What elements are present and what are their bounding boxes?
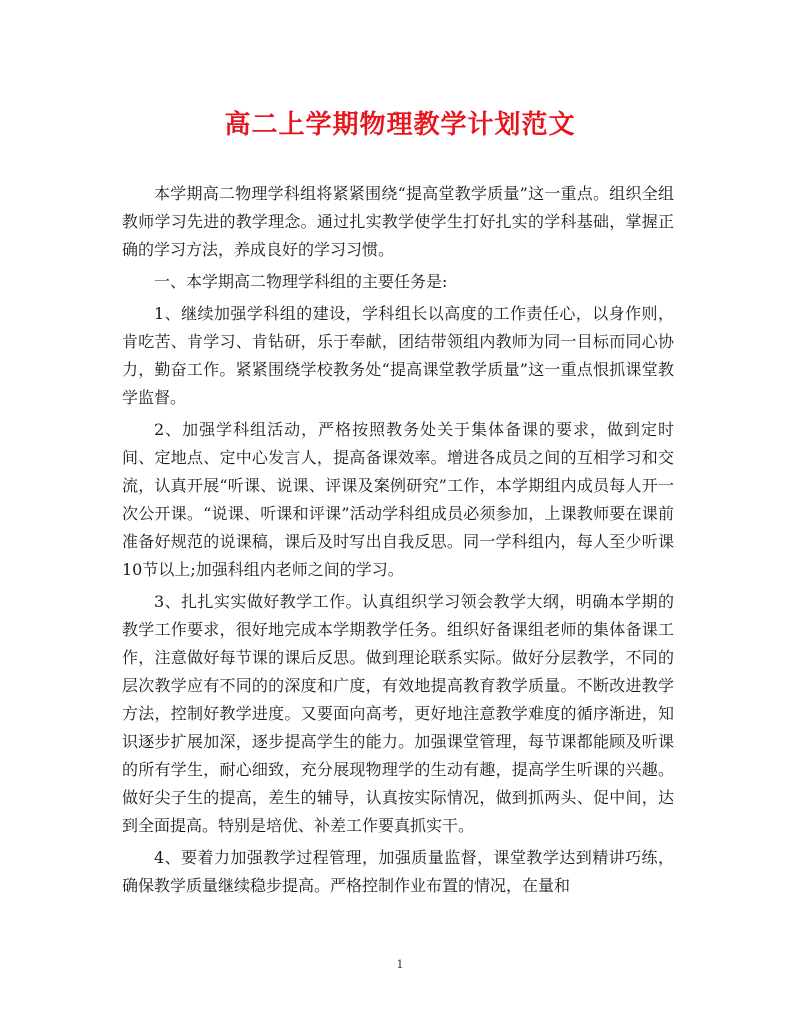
document-title: 高二上学期物理教学计划范文	[224, 110, 576, 140]
task-item-2: 2、加强学科组活动，严格按照教务处关于集体备课的要求，做到定时间、定地点、定中心发言人，提高备课效率。增进各成员之间的互相学习和交流，认真开展“听课、说课、评课及案例研究”工作，本学期组内成员每人开一次公开课。“说课、听课和评课”活动学科组成员必须参加，上课教师要在课前准备好规范的说课稿，课后及时写出自我反思。同一学科组内，每人至少听课10节以上;加强科组内老师之间的学习。	[122, 420, 674, 579]
task-item-4: 4、要着力加强教学过程管理，加强质量监督，课堂教学达到精讲巧练，确保教学质量继续稳步提高。严格控制作业布置的情况，在量和	[122, 848, 674, 895]
page-number: 1	[396, 958, 404, 971]
section-heading: 一、本学期高二物理学科组的主要任务是:	[154, 272, 448, 291]
task-item-3: 3、扎扎实实做好教学工作。认真组织学习领会教学大纲，明确本学期的教学工作要求，很好地完成本学期教学任务。组织好备课组老师的集体备课工作，注意做好每节课的课后反思。做到理论联系实际。做好分层教学，不同的层次教学应有不同的的深度和广度，有效地提高教育教学质量。不断改进教学方法，控制好教学进度。又要面向高考，更好地注意教学难度的循序渐进，知识逐步扩展加深，逐步提高学生的能力。加强课堂管理，每节课都能顾及听课的所有学生，耐心细致，充分展现物理学的生动有趣，提高学生听课的兴趣。做好尖子生的提高，差生的辅导，认真按实际情况，做到抓两头、促中间，达到全面提高。特别是培优、补差工作要真抓实干。	[122, 592, 674, 835]
intro-paragraph: 本学期高二物理学科组将紧紧围绕“提高堂教学质量”这一重点。组织全组教师学习先进的教学理念。通过扎实教学使学生打好扎实的学科基础，掌握正确的学习方法，养成良好的学习习惯。	[122, 184, 674, 259]
document-body	[122, 180, 674, 904]
task-item-1: 1、继续加强学科组的建设，学科组长以高度的工作责任心，以身作则，肯吃苦、肯学习、肯钻研，乐于奉献，团结带领组内教师为同一目标而同心协力，勤奋工作。紧紧围绕学校教务处“提高课堂教学质量”这一重点恨抓课堂教学监督。	[122, 304, 674, 407]
